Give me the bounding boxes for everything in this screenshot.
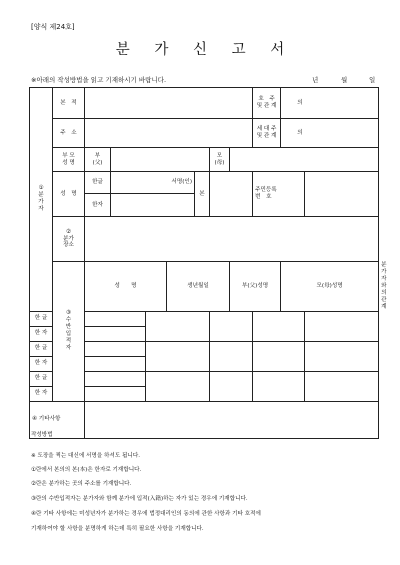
note-line-1: ※ 도장을 찍는 대신에 서명을 하셔도 됩니다.: [31, 453, 140, 459]
hanja-name-field[interactable]: [111, 194, 195, 217]
row3-mother-field[interactable]: [253, 371, 305, 401]
row1-hanja-field[interactable]: [85, 326, 146, 341]
row2-mother-field[interactable]: [253, 341, 305, 371]
date-day-label: 일: [369, 76, 376, 84]
note-line-3: ②란은 분가하는 곳의 주소를 기재합니다.: [31, 481, 132, 487]
col-mother-header: 모(母)성명: [281, 262, 379, 312]
row3-hangul-label: 한 글: [30, 371, 53, 386]
mother-label: 모 (母): [210, 148, 230, 172]
hanja-label: 한자: [85, 194, 111, 217]
section1-label: ① 분 가 자: [30, 88, 53, 312]
clan-origin-field[interactable]: [210, 172, 253, 217]
row2-relation-field[interactable]: [305, 341, 379, 371]
row3-hangul-field[interactable]: [85, 371, 146, 386]
notes-heading: 작성방법: [31, 432, 53, 438]
row2-birth-field[interactable]: [146, 341, 210, 371]
rrn-label: 주민등록 번 호: [253, 172, 305, 217]
row1-hangul-field[interactable]: [85, 311, 146, 326]
page-title: 분 가 신 고 서: [115, 42, 295, 58]
form-number: [양식 제24호]: [31, 23, 75, 31]
origin-field[interactable]: [85, 88, 253, 119]
note-line-4: ③란의 수반입적자는 분가자와 함께 분가에 입적(入籍)하는 자가 있는 경우에 기재합니다.: [31, 496, 248, 502]
row1-mother-field[interactable]: [253, 311, 305, 341]
row1-hangul-label: 한 글: [30, 311, 53, 326]
row1-birth-field[interactable]: [146, 311, 210, 341]
name-label: 성 명: [53, 172, 85, 217]
mother-name-field[interactable]: [230, 148, 379, 172]
row2-hangul-field[interactable]: [85, 341, 146, 356]
address-label: 주 소: [53, 119, 85, 148]
note-line-6: 기재하여야 할 사항을 분명하게 하는데 특히 필요한 사항을 기재합니다.: [31, 526, 204, 532]
col-father-header: 부(父)성명: [230, 262, 281, 312]
col-name-header: 성 명: [85, 262, 167, 312]
col-birth-header: 생년월일: [167, 262, 230, 312]
origin-label: 본 적: [53, 88, 85, 119]
row3-relation-field[interactable]: [305, 371, 379, 401]
date-year-label: 년: [312, 76, 319, 84]
row1-hanja-label: 한 자: [30, 326, 53, 341]
clan-origin-label: 본: [195, 172, 210, 217]
rrn-field[interactable]: [305, 172, 379, 217]
row2-hanja-label: 한 자: [30, 356, 53, 371]
row1-father-field[interactable]: [210, 311, 253, 341]
report-form-table: ① 분 가 자 본 적 호 주 및 관 계 의 주 소 세 대 주 및 관 계 의 부 모 성 명 부 (父) 모 (母) 성 명 한글 서명(인) 본 주민등록 번 호 한자 ② 분가 장소 ③ 수 반 입 적 자 성 명 생년월일 부(父)성명 모(母)성명 분가자와의관계 한 글 한 자 한 글 한 자 한 글 한 자 ④ 기타사항: [29, 87, 379, 439]
father-label: 부 (父): [85, 148, 111, 172]
household-head-label: 호 주 및 관 계: [253, 88, 281, 119]
household-head-field[interactable]: 의: [281, 88, 379, 119]
householder-label: 세 대 주 및 관 계: [253, 119, 281, 148]
father-name-field[interactable]: [111, 148, 210, 172]
row3-hanja-label: 한 자: [30, 386, 53, 401]
row3-birth-field[interactable]: [146, 371, 210, 401]
row2-father-field[interactable]: [210, 341, 253, 371]
row2-hanja-field[interactable]: [85, 356, 146, 371]
section3-label: ③ 수 반 입 적 자: [53, 262, 85, 402]
instruction-text: ※아래의 작성방법을 읽고 기재하시기 바랍니다.: [31, 76, 167, 84]
address-field[interactable]: [85, 119, 253, 148]
row3-father-field[interactable]: [210, 371, 253, 401]
date-month-label: 월: [341, 76, 348, 84]
row1-relation-field[interactable]: [305, 311, 379, 341]
section2-label: ② 분가 장소: [53, 217, 85, 262]
section4-label: ④ 기타사항: [30, 401, 85, 438]
row3-hanja-field[interactable]: [85, 386, 146, 401]
note-line-2: ①란에서 본의의 본(本)은 한자로 기재합니다.: [31, 467, 142, 473]
branch-place-field[interactable]: [85, 217, 379, 262]
parents-label: 부 모 성 명: [53, 148, 85, 172]
row2-hangul-label: 한 글: [30, 341, 53, 356]
householder-field[interactable]: 의: [281, 119, 379, 148]
other-matters-field[interactable]: [85, 401, 379, 438]
note-line-5: ④란 기타 사항에는 미성년자가 분가하는 경우에 법정대리인의 동의에 관한 사항과 기타 호적에: [31, 511, 261, 517]
signature-field[interactable]: 서명(인): [111, 172, 195, 194]
hangul-label: 한글: [85, 172, 111, 194]
